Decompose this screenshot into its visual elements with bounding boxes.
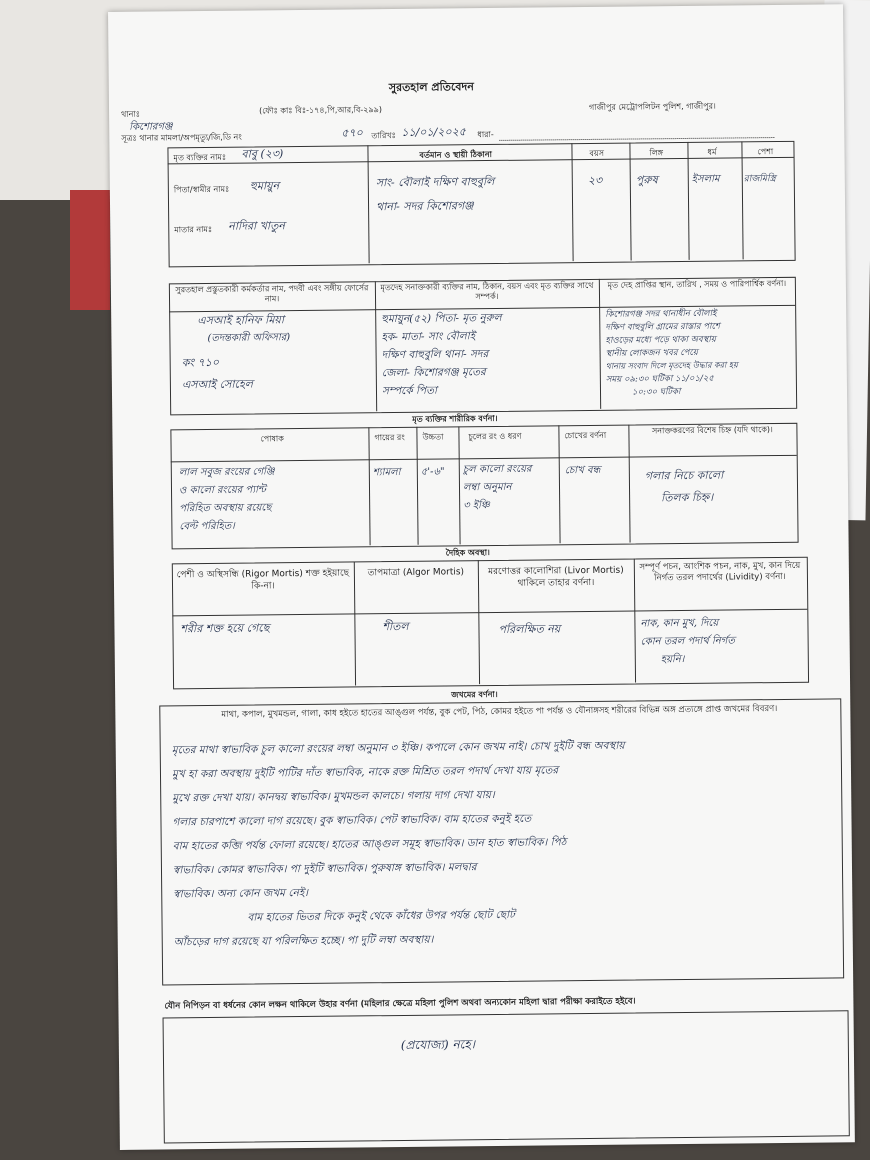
location-line-3: হাওড়ের মধ্যে পড়ে থাকা অবস্থায় <box>605 334 716 346</box>
location-line-5: থানায় সংবাদ দিলে মৃতদেহ উদ্ধার করা হয় <box>605 360 738 371</box>
wound-line-7: স্বাভাবিক। অন্য কোন জখম নেই। <box>173 886 309 901</box>
officer-column-label: সুরতহাল প্রস্তুতকারী কর্মকর্তার নাম, পদবী এবং সঙ্গীয় ফোর্সের নাম। <box>175 283 369 304</box>
address-line-2: থানা- সদর কিশোরগঞ্জ <box>375 199 474 214</box>
location-line-6: সময় ০৯:৩০ ঘটিকা ১১/০১/২৫ <box>605 373 714 385</box>
form-reference: (ফৌঃ কাঃ বিঃ-১৭৪,পি,আর,বি-২৯৯) <box>258 105 383 116</box>
algor-mortis-handwritten: শীতল <box>382 619 409 634</box>
dhara-dotted-line <box>499 137 774 141</box>
date-handwritten: ১১/০১/২০২৫ <box>401 125 466 139</box>
sexual-assault-handwritten: (প্রযোজ্য) নহে। <box>400 1037 476 1052</box>
rigor-mortis-label: পেশী ও অস্থিসন্ধি (Rigor Mortis) শক্ত হইয়াছে কি-না। <box>176 568 350 592</box>
wound-line-1: মৃতের মাথা স্বাভাবিক চুল কালো রংয়ের লম্বা অনুমান ৩ ইঞ্চি। কপালে কোন জখম নাই। চোখ দুইটি বন্ধ অবস্থায় <box>171 739 625 757</box>
wound-line-3: মুখে রক্ত দেখা যায়। কানদ্বয় স্বাভাবিক। মুখমন্ডল কালচে। গলায় দাগ দেখা যায়। <box>172 788 495 805</box>
wound-line-2: মুখ হা করা অবস্থায় দুইটি পাটির দাঁত স্বাভাবিক, নাকে রক্ত মিশ্রিত তরল পদার্থ দেখা যায় মৃতের <box>171 764 559 781</box>
mark-line-2: তিলক চিহ্ন। <box>661 490 714 505</box>
address-label: বর্তমান ও স্থায়ী ঠিকানা <box>419 149 492 160</box>
hair-label: চুলের রং ও ধরণ <box>468 431 522 442</box>
lividity-line-2: কোন তরল পদার্থ নির্গত <box>640 635 735 648</box>
age-handwritten: ২৩ <box>587 173 603 187</box>
police-unit: গাজীপুর মেট্রোপলিটন পুলিশ, গাজীপুর। <box>588 101 716 112</box>
officer-line-3: কং ৭১০ <box>181 355 220 370</box>
case-number-handwritten: ৫৭০ <box>341 126 363 140</box>
occupation-handwritten: রাজমিস্ত্রি <box>743 174 776 185</box>
livor-mortis-handwritten: পরিলক্ষিত নয় <box>498 622 561 636</box>
sex-handwritten: পুরুষ <box>635 173 658 187</box>
mother-name-label: মাতার নামঃ <box>174 224 213 235</box>
location-line-1: কিশোরগঞ্জ সদর থানাধীন বৌলাই <box>605 308 717 320</box>
station-label: থানাঃ <box>121 109 140 119</box>
wound-line-5: বাম হাতের কব্জি পর্যন্ত ফোলা রয়েছে। হাতের আঙ্গুল সমূহ স্বাভাবিক। ডান হাত স্বাভাবিক। পিঠ <box>172 836 567 853</box>
identifier-column-label: মৃতদেহ সনাক্তকারী ব্যক্তির নাম, ঠিকান, বয়স এবং মৃত ব্যক্তির সাথে সম্পর্ক। <box>380 280 594 302</box>
location-line-7: ১০:৩০ ঘটিকা <box>631 387 681 398</box>
location-line-2: দক্ষিণ বাহুবুলি গ্রামের রাস্তার পাশে <box>605 321 720 333</box>
lividity-line-1: নাক, কান মুখ, দিয়ে <box>640 617 719 630</box>
clothes-label: পোষাক <box>260 434 284 444</box>
hair-line-1: চুল কালো রংয়ের <box>462 463 532 476</box>
date-label: তারিখঃ <box>371 130 396 141</box>
document-sheet <box>108 4 855 1150</box>
father-name-label: পিতা/স্বামীর নামঃ <box>173 184 230 195</box>
father-name-handwritten: হুমায়ুন <box>249 179 280 193</box>
identifier-line-1: হুমায়ুন(৫২) পিতা- মৃত নুরুল <box>381 311 502 326</box>
mark-line-1: গলার নিচে কালো <box>644 468 724 483</box>
algor-mortis-label: তাপমাত্রা (Algor Mortis) <box>367 567 465 579</box>
hair-line-3: ৩ ইঞ্চি <box>463 500 490 512</box>
skin-color-label: গায়ের রং <box>374 432 405 443</box>
sexual-assault-label: যৌন নিপিড়ন বা ধর্ষনের কোন লক্ষন থাকিলে উহার বর্ণনা (মহিলার ক্ষেত্রে মহিলা পুলিশ অথবা অন্যকোন মহিলা দ্বারা পরীক্ষা করাইতে হইবে। <box>164 996 636 1012</box>
religion-handwritten: ইসলাম <box>691 173 720 185</box>
lividity-line-3: হয়নি। <box>660 654 685 666</box>
condition-section-label: দৈহিক অবস্থা। <box>445 548 490 558</box>
religion-label: ধর্ম <box>707 147 717 157</box>
occupation-label: পেশা <box>757 147 774 157</box>
location-column-label: মৃত দেহ প্রাপ্তির স্থান, তারিখ , সময় ও পারিপার্শ্বিক বর্ণনা। <box>607 278 787 290</box>
height-label: উচ্চতা <box>422 432 444 442</box>
identification-mark-label: সনাক্তকরণের বিশেষ চিহ্ন (যদি থাকে)। <box>651 425 773 436</box>
clothes-line-3: পরিহিত অবস্থায় রয়েছে <box>179 502 272 515</box>
livor-mortis-label: মরণোত্তর কালোশিরা (Livor Mortis) থাকিলে তাহার বর্ণনা। <box>488 565 624 589</box>
deceased-name-label: মৃত ব্যক্তির নামঃ <box>173 152 227 163</box>
sexual-assault-box <box>163 1010 850 1143</box>
clothes-line-2: ও কালো রংয়ের প্যান্ট <box>178 484 266 497</box>
mother-name-handwritten: নাদিরা খাতুন <box>228 219 285 233</box>
case-line-label: সূত্রঃ থানার মামলা/অপমৃত্যু/জি,ডি নং <box>121 132 242 143</box>
document-title: সুরতহাল প্রতিবেদন <box>388 80 474 95</box>
officer-line-4: এসআই সোহেল <box>181 377 253 392</box>
wounds-intro-label: মাথা, কপাল, মুখমন্ডল, গালা, কাধ হইতে হাতের আঙ্গুল পর্যন্ত, বুক পেট, পিঠ, কোমর হইতে পা পর্যন্ত ও যৌনাঙ্গসহ শরীরের বিভিন্ন অঙ্গ প্রত্যঙ্গে প্রাপ্ত জখমের বিবরণ। <box>221 704 778 720</box>
rigor-mortis-handwritten: শরীর শক্ত হয়ে গেছে <box>180 621 270 636</box>
background-cloth <box>70 190 110 310</box>
officer-line-1: এসআই হানিফ মিয়া <box>197 313 285 328</box>
clothes-line-1: লাল সবুজ রংয়ের গেঞ্জি <box>178 466 275 479</box>
deceased-name-handwritten: বাবু (২৩) <box>241 147 284 161</box>
identifier-line-4: জেলা- কিশোরগঞ্জ মৃতের <box>381 366 486 380</box>
skin-color-handwritten: শ্যামলা <box>372 466 401 479</box>
hair-line-2: লম্বা অনুমান <box>462 481 512 494</box>
wound-line-8: বাম হাতের ভিতর দিকে কনুই থেকে কাঁধের উপর পর্যন্ত ছোট ছোট <box>247 908 515 924</box>
age-label: বয়স <box>589 148 605 158</box>
station-handwritten: কিশোরগঞ্জ <box>129 121 173 133</box>
identifier-line-2: হক- মাতা- সাং বৌলাই <box>381 330 476 344</box>
wound-line-9: আঁচড়ের দাগ রয়েছে যা পরিলক্ষিত হচ্ছে। পা দুটি লম্বা অবস্থায়। <box>173 933 434 949</box>
physical-section-label: মৃত ব্যক্তির শারীরিক বর্ণনা। <box>412 413 498 424</box>
officer-line-2: (তদন্তকারী অফিসার) <box>207 332 291 344</box>
identifier-line-3: দক্ষিণ বাহুবুলি থানা- সদর <box>381 348 489 362</box>
identifier-line-5: সম্পর্কে পিতা <box>381 384 438 398</box>
lividity-label: সম্পূর্ণ পচন, আংশিক পচন, নাক, মুখ, কান দিয়ে নির্গত তরল পদার্থের (Lividity) বর্ণনা। <box>639 560 801 584</box>
height-handwritten: ৫'-৬" <box>420 466 445 478</box>
eye-handwritten: চোখ বন্ধ <box>564 464 601 477</box>
eye-label: চোখের বর্ণনা <box>564 430 607 441</box>
dhara-label: ধারা- <box>477 129 494 140</box>
location-line-4: স্থানীয় লোকজন খবর পেয়ে <box>605 347 698 359</box>
wound-line-6: স্বাভাবিক। কোমর স্বাভাবিক। পা দুইটি স্বাভাবিক। পুরুষাঙ্গ স্বাভাবিক। মলদ্বার <box>172 861 477 877</box>
clothes-line-4: বেল্ট পরিহিত। <box>179 520 235 533</box>
sex-label: লিঙ্গ <box>649 148 664 158</box>
wound-line-4: গলার চারপাশে কালো দাগ রয়েছে। বুক স্বাভাবিক। পেট স্বাভাবিক। বাম হাতের কনুই হতে <box>172 812 532 829</box>
address-line-1: সাং- বৌলাই দক্ষিণ বাহুবুলি <box>375 174 495 190</box>
wounds-section-label: জখমের বর্ণনা। <box>451 689 498 700</box>
